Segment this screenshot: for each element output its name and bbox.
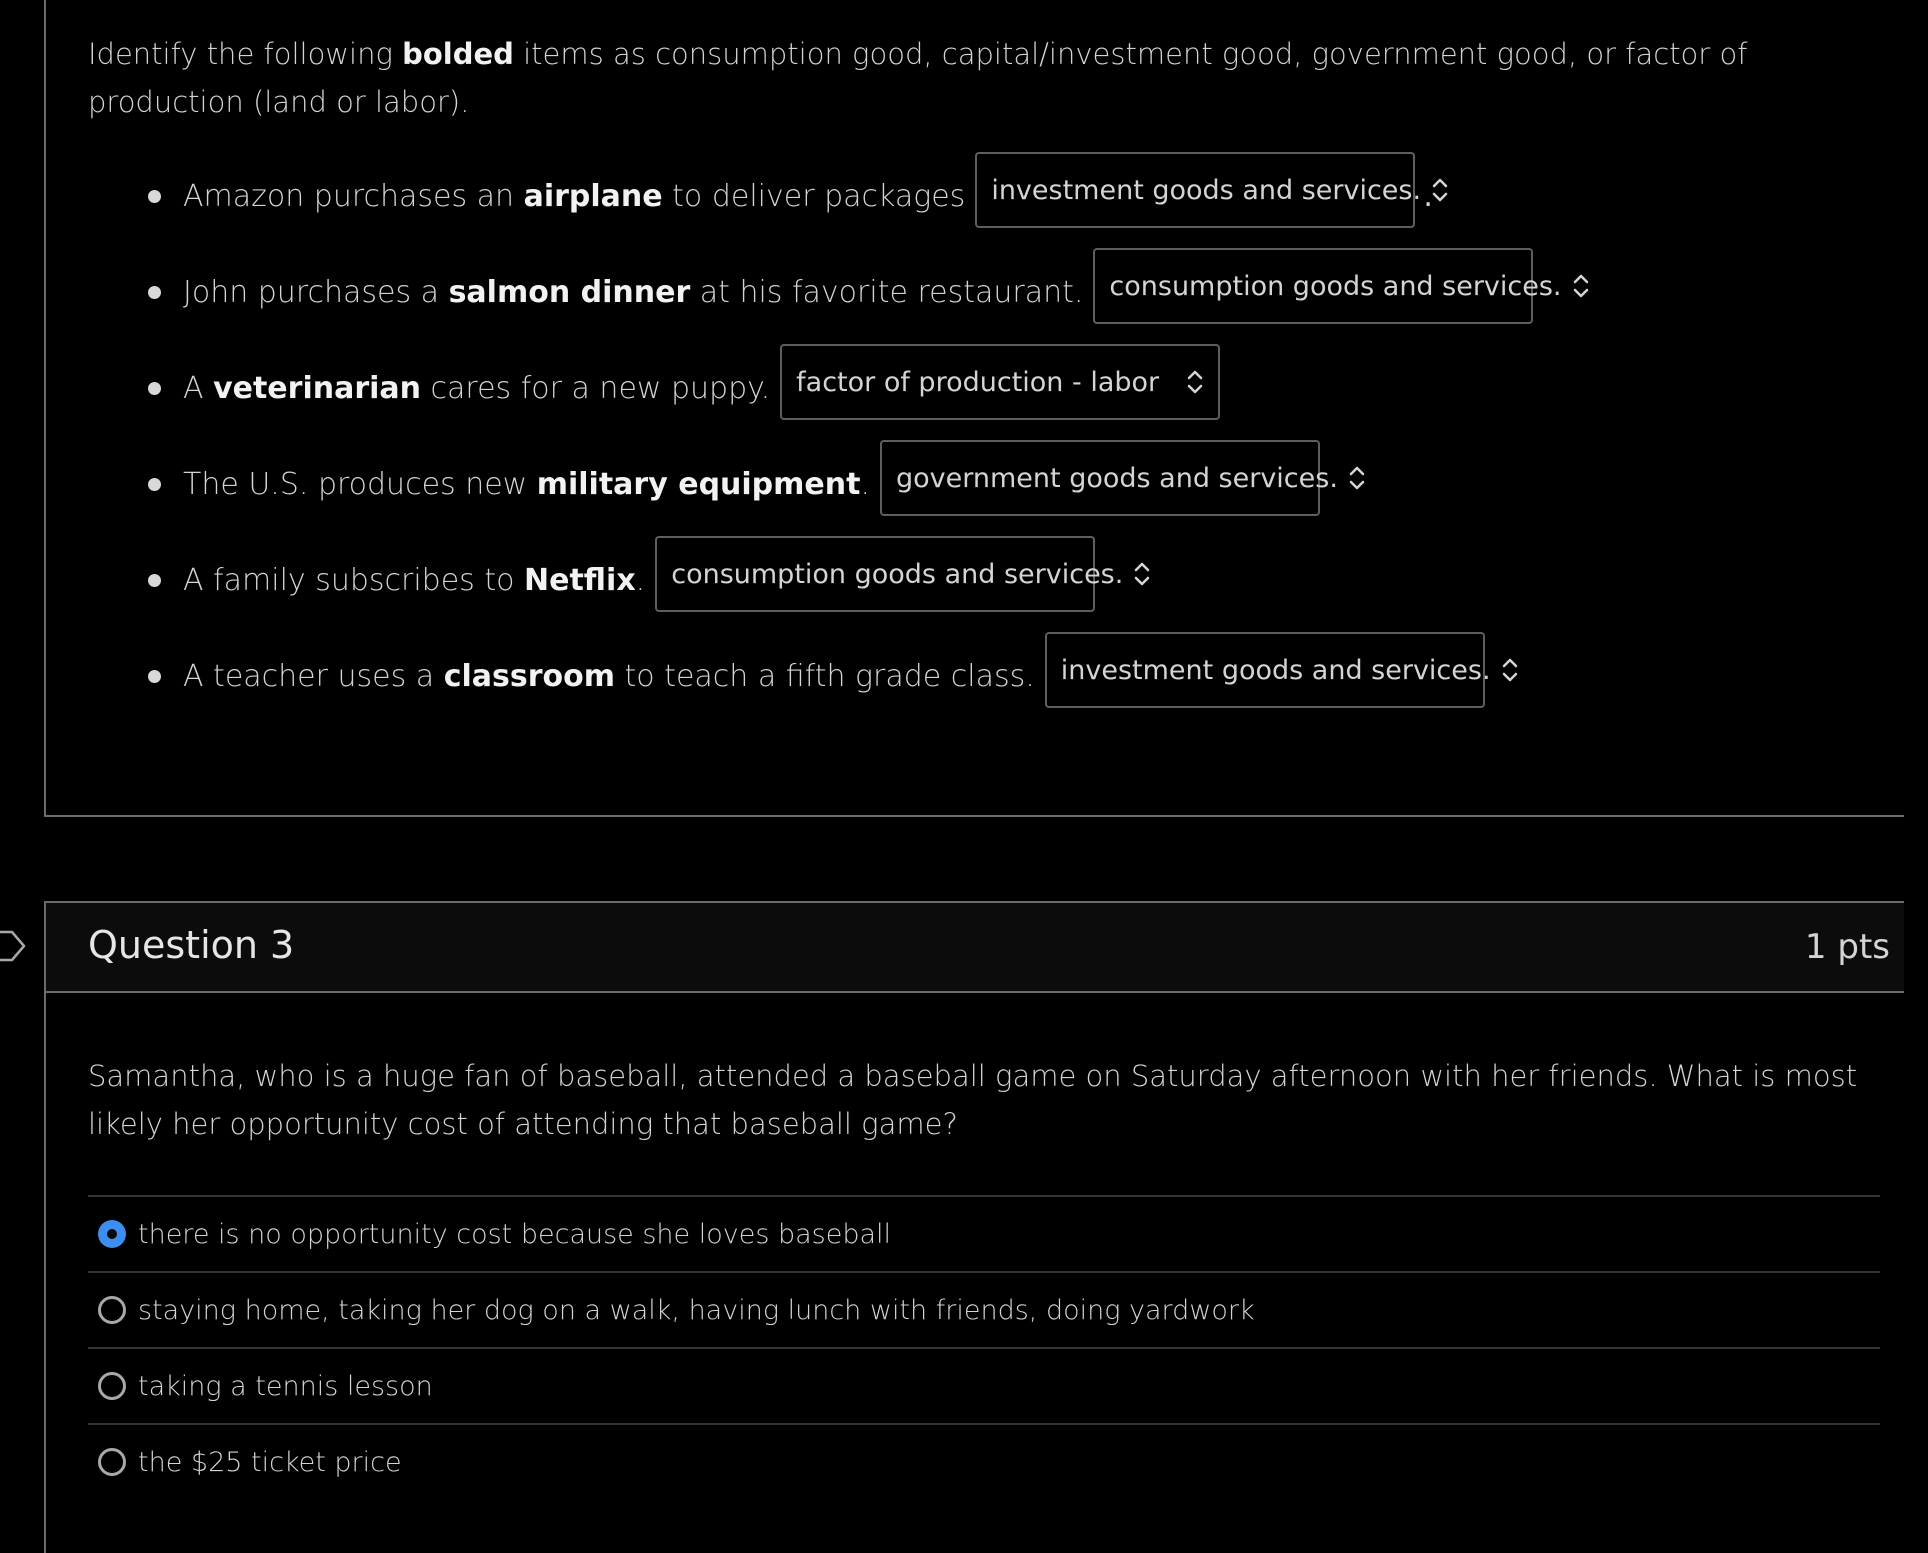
dropdown-value: investment goods and services. [991,174,1422,206]
answer-dropdown-veterinarian[interactable] [780,344,1220,420]
answer-option-3[interactable] [88,1347,1880,1423]
question-3-text: Samantha, who is a huge fan of baseball, attended a baseball game on Saturday afternoon with her friends. What is most likely her opportunity cost of attending that baseball game? [88,1059,1858,1141]
list-item-classroom [98,628,1898,724]
prompt-text-bold: bolded [402,37,514,71]
answer-dropdown-airplane[interactable] [975,152,1422,228]
answer-label: the $25 ticket price [138,1446,402,1478]
chevron-up-down-icon [1184,364,1206,400]
answer-label: taking a tennis lesson [138,1370,433,1402]
chevron-up-down-icon [1570,268,1592,304]
bullet-icon [148,670,161,683]
bullet-icon [148,574,161,587]
statement-text: John purchases a salmon dinner at his favorite restaurant. [183,274,1084,310]
answer-dropdown-salmon-dinner[interactable] [1093,248,1562,324]
dropdown-value: consumption goods and services. [1109,270,1562,302]
bullet-icon [148,382,161,395]
answer-dropdown-classroom[interactable] [1045,632,1491,708]
question-2-prompt [88,30,1868,126]
chevron-up-down-icon [1346,460,1368,496]
chevron-up-down-icon [1131,556,1153,592]
list-item-military-equipment [98,436,1898,532]
classification-list [98,148,1898,724]
answer-option-1[interactable] [88,1195,1880,1271]
chevron-up-down-icon [1499,652,1521,688]
dropdown-value: investment goods and services. [1060,654,1491,686]
question-points: 1 pts [1804,927,1890,967]
chevron-up-down-icon [1429,172,1451,208]
dropdown-value: consumption goods and services. [671,558,1124,590]
radio-button[interactable] [98,1448,126,1476]
statement-text: Amazon purchases an airplane to deliver packages [183,178,966,214]
radio-button-selected[interactable] [98,1220,126,1248]
answer-option-2[interactable] [88,1271,1880,1347]
statement-text: A veterinarian cares for a new puppy. [183,370,771,406]
bullet-icon [148,190,161,203]
answer-dropdown-military-equipment[interactable] [880,440,1338,516]
answer-label: staying home, taking her dog on a walk, having lunch with friends, doing yardwork [138,1294,1255,1326]
question-3-body [44,993,1904,1553]
list-item-netflix [98,532,1898,628]
prompt-text-post: items as consumption good, capital/investment good, government good, or factor of production (land or labor). [88,37,1748,119]
question-title: Question 3 [88,923,295,967]
answer-option-4[interactable] [88,1423,1880,1499]
dropdown-value: government goods and services. [896,462,1338,494]
list-item-airplane [98,148,1898,244]
radio-button[interactable] [98,1372,126,1400]
bullet-icon [148,478,161,491]
statement-text: A family subscribes to Netflix. [183,562,646,598]
question-3-header [44,901,1904,993]
trailing-period: . [1423,178,1433,214]
list-item-veterinarian [98,340,1898,436]
prompt-text-pre: Identify the following [88,37,403,71]
question-2-body [44,0,1904,817]
answer-dropdown-netflix[interactable] [655,536,1124,612]
flag-question-icon[interactable] [0,926,30,966]
statement-text: The U.S. produces new military equipment. [183,466,871,502]
bullet-icon [148,286,161,299]
dropdown-value: factor of production - labor [796,366,1160,398]
answer-list [88,1195,1880,1499]
radio-button[interactable] [98,1296,126,1324]
statement-text: A teacher uses a classroom to teach a fifth grade class. [183,658,1035,694]
answer-label: there is no opportunity cost because she loves baseball [138,1218,892,1250]
list-item-salmon-dinner [98,244,1898,340]
